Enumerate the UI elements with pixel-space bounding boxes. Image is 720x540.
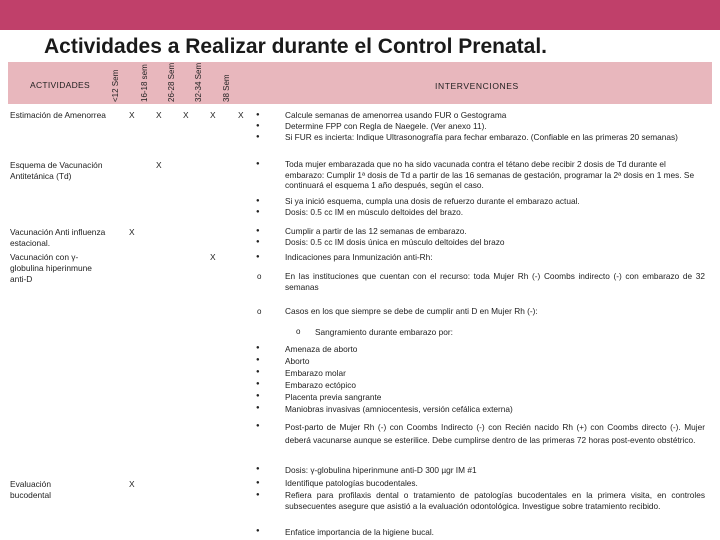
bullet: ● [256, 480, 260, 486]
bullet: ● [256, 466, 260, 472]
header-activities: ACTIVIDADES [30, 80, 90, 90]
bullet: ● [256, 492, 260, 498]
week-header-38: 38 Sem [222, 74, 231, 102]
page-title: Actividades a Realizar durante el Control Prenatal. [44, 35, 547, 58]
bullet: ● [256, 369, 260, 375]
intervention-item: Si FUR es incierta: Indique Ultrasonografía para fechar embarazo. (Confiable en las primeras 20 semanas) [285, 132, 678, 142]
bullet: ● [256, 381, 260, 387]
activity-influenza: Vacunación Anti influenza estacional. [10, 227, 106, 248]
intervention-item: Identifique patologías bucodentales. [285, 478, 418, 488]
intervention-item: Embarazo molar [285, 368, 346, 378]
bullet: ● [256, 405, 260, 411]
intervention-item: Determine FPP con Regla de Naegele. (Ver anexo 11). [285, 121, 487, 131]
header-interventions: INTERVENCIONES [435, 81, 519, 91]
bullet: ● [256, 393, 260, 399]
mark-anti-d-32-34: X [210, 252, 216, 262]
intervention-item: Casos en los que siempre se debe de cumplir anti D en Mujer Rh (-): [285, 306, 538, 316]
mark-amenorrea-32-34: X [210, 110, 216, 120]
bullet: ● [256, 161, 260, 167]
intervention-subitem: Sangramiento durante embarazo por: [315, 327, 453, 337]
bullet: ● [256, 112, 260, 118]
activity-amenorrea: Estimación de Amenorrea [10, 110, 106, 120]
intervention-item: Dosis: γ-globulina hiperinmune anti-D 300 µgr IM #1 [285, 465, 477, 475]
bullet: ● [256, 228, 260, 234]
intervention-item: Amenaza de aborto [285, 344, 358, 354]
mark-influenza-12: X [129, 227, 135, 237]
week-header-12: <12 Sem [111, 69, 120, 102]
bullet: ● [256, 345, 260, 351]
intervention-item: Dosis: 0.5 cc IM en músculo deltoides del brazo. [285, 207, 464, 217]
circle-bullet: o [257, 272, 262, 281]
intervention-item: Enfatice importancia de la higiene bucal. [285, 527, 434, 537]
mark-td-16-18: X [156, 160, 162, 170]
bullet: ● [256, 134, 260, 140]
intervention-item: Si ya inició esquema, cumpla una dosis de refuerzo durante el embarazo actual. [285, 196, 580, 206]
bullet: ● [256, 198, 260, 204]
intervention-item: Maniobras invasivas (amniocentesis, versión cefálica externa) [285, 404, 513, 414]
intervention-item: En las instituciones que cuentan con el recurso: toda Mujer Rh (-) Coombs indirecto (-) con embarazo de 32 semanas [285, 271, 705, 292]
intervention-item: Placenta previa sangrante [285, 392, 382, 402]
intervention-item: Toda mujer embarazada que no ha sido vacunada contra el tétano debe recibir 2 dosis de Td durante el embarazo: Cumplir 1ª dosis de Td a partir de las 16 semanas de gestación, programar la 2ª dosis en 1 mes. Se continuará el esquema 1 año después, según el caso. [285, 159, 695, 191]
mark-amenorrea-38: X [238, 110, 244, 120]
mark-bucodental-12: X [129, 479, 135, 489]
intervention-item: Indicaciones para Inmunización anti-Rh: [285, 252, 433, 262]
bullet: ● [256, 239, 260, 245]
activity-bucodental: Evaluación bucodental [10, 479, 51, 500]
bullet: ● [256, 528, 260, 534]
top-banner [0, 0, 720, 30]
mark-amenorrea-12: X [129, 110, 135, 120]
bullet: ● [256, 254, 260, 260]
intervention-item: Aborto [285, 356, 310, 366]
intervention-item: Dosis: 0.5 cc IM dosis única en músculo deltoides del brazo [285, 237, 505, 247]
intervention-item: Embarazo ectópico [285, 380, 357, 390]
activity-anti-d: Vacunación con γ-globulina hiperinmune anti-D [10, 252, 92, 284]
bullet: ● [256, 123, 260, 129]
week-header-26-28: 26-28 Sem [167, 62, 176, 102]
circle-bullet: o [296, 327, 301, 336]
intervention-item: Refiera para profilaxis dental o tratamiento de patologías bucodentales en la primera visita, en controles subsecuentes asegure que asistió a la evaluación odontológica. Investigue sobre tratamiento recibido. [285, 490, 705, 511]
intervention-item: Calcule semanas de amenorrea usando FUR o Gestograma [285, 110, 507, 120]
intervention-item: Cumplir a partir de las 12 semanas de embarazo. [285, 226, 467, 236]
bullet: ● [256, 423, 260, 429]
bullet: ● [256, 209, 260, 215]
week-header-32-34: 32-34 Sem [194, 62, 203, 102]
circle-bullet: o [257, 307, 262, 316]
bullet: ● [256, 357, 260, 363]
mark-amenorrea-26-28: X [183, 110, 189, 120]
week-header-16-18: 16-18 sem [140, 64, 149, 102]
activity-td: Esquema de Vacunación Antitetánica (Td) [10, 160, 103, 181]
intervention-item: Post-parto de Mujer Rh (-) con Coombs Indirecto (-) con Recién nacido Rh (+) con Coombs directo (-). Mujer deberá vacunarse aunque se esterilice. Debe cumplirse dentro de las primeras 72 horas post-evento obstétrico. [285, 422, 705, 445]
mark-amenorrea-16-18: X [156, 110, 162, 120]
